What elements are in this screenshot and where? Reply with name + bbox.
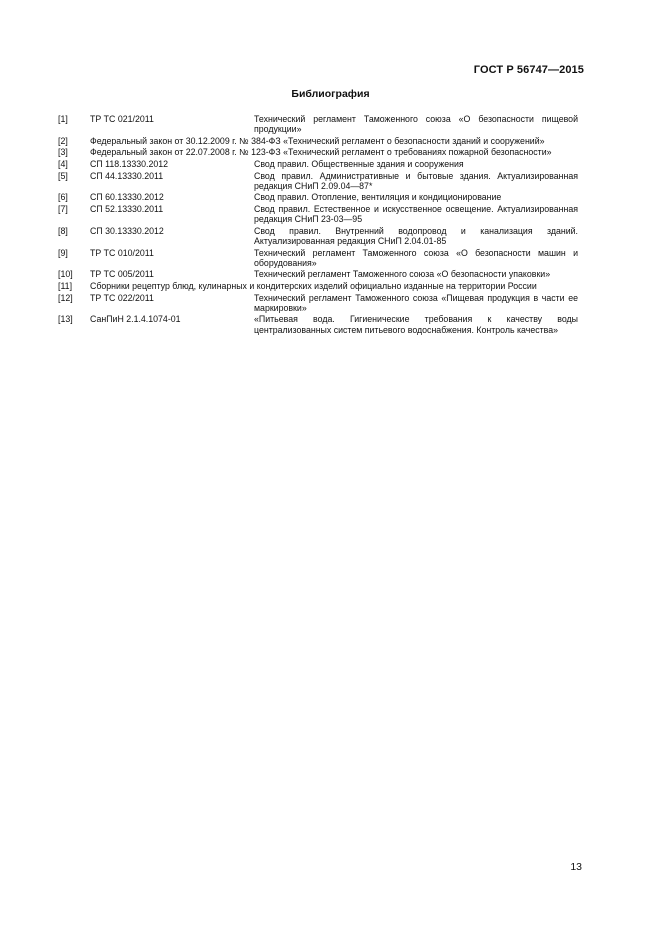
entry-description: Свод правил. Естественное и искусственное освещение. Актуализированная редакция СНиП 23-03—95	[254, 203, 578, 225]
entry-number: [2]	[58, 135, 68, 146]
page-number: 13	[570, 861, 582, 873]
entry-code: СП 30.13330.2012	[90, 225, 164, 236]
bibliography-list	[58, 114, 578, 336]
entry-number: [1]	[58, 114, 68, 124]
entry-description: Свод правил. Внутренний водопровод и канализация зданий. Актуализированная редакция СНиП 2.04.01-85	[254, 225, 578, 246]
entry-number: [11]	[58, 280, 73, 291]
entry-code: СП 118.13330.2012	[90, 158, 169, 169]
entry-code: ТР ТС 005/2011	[90, 269, 154, 280]
bibliography-entry	[58, 226, 578, 246]
bibliography-entry	[58, 314, 578, 334]
bibliography-entry	[58, 248, 578, 268]
bibliography-entry	[58, 171, 578, 191]
entry-number: [5]	[58, 170, 68, 181]
page-title: Библиография	[291, 88, 370, 100]
entry-description: Технический регламент Таможенного союза «О безопасности машин и оборудования»	[254, 247, 578, 268]
entry-number: [8]	[58, 225, 68, 236]
entry-full-text: Сборники рецептур блюд, кулинарных и кондитерских изделий официально изданные на территории России	[90, 280, 537, 291]
entry-number: [6]	[58, 192, 68, 203]
entry-code: СП 44.13330.2011	[90, 170, 164, 181]
bibliography-entry	[58, 281, 578, 291]
entry-number: [7]	[58, 203, 68, 214]
entry-description: Свод правил. Административные и бытовые здания. Актуализированная редакция СНиП 2.09.04—87*	[254, 170, 578, 191]
entry-code: ТР ТС 010/2011	[90, 247, 154, 258]
entry-description: «Питьевая вода. Гигиенические требования к качеству воды централизованных систем питьевого водоснабжения. Контроль качества»	[254, 314, 578, 335]
entry-code: СанПиН 2.1.4.1074-01	[90, 314, 181, 325]
entry-code: СП 52.13330.2011	[90, 203, 164, 214]
entry-description: Технический регламент Таможенного союза «О безопасности упаковки»	[254, 269, 551, 280]
entry-code: СП 60.13330.2012	[90, 192, 164, 203]
bibliography-entry	[58, 192, 578, 202]
entry-code: ТР ТС 022/2011	[90, 292, 154, 303]
entry-full-text: Федеральный закон от 22.07.2008 г. № 123-ФЗ «Технический регламент о требованиях пожарной безопасности»	[90, 147, 552, 158]
bibliography-entry	[58, 204, 578, 224]
standard-code: ГОСТ Р 56747—2015	[473, 64, 584, 76]
entry-description: Свод правил. Общественные здания и сооружения	[254, 158, 464, 169]
bibliography-entry	[58, 293, 578, 313]
entry-number: [9]	[58, 247, 68, 258]
entry-description: Технический регламент Таможенного союза «Пищевая продукция в части ее маркировки»	[254, 292, 578, 313]
entry-number: [3]	[58, 147, 68, 158]
bibliography-entry	[58, 159, 578, 169]
entry-full-text: Федеральный закон от 30.12.2009 г. № 384-ФЗ «Технический регламент о безопасности зданий и сооружений»	[90, 135, 545, 146]
entry-number: [4]	[58, 158, 68, 169]
entry-description: Свод правил. Отопление, вентиляция и кондиционирование	[254, 192, 502, 203]
entry-number: [10]	[58, 269, 73, 280]
bibliography-entry	[58, 269, 578, 279]
bibliography-entry	[58, 147, 578, 157]
entry-number: [12]	[58, 292, 73, 303]
bibliography-entry	[58, 114, 578, 134]
entry-description: Технический регламент Таможенного союза «О безопасности пищевой продукции»	[254, 114, 578, 135]
entry-code: ТР ТС 021/2011	[90, 114, 154, 124]
bibliography-entry	[58, 136, 578, 146]
entry-number: [13]	[58, 314, 73, 325]
